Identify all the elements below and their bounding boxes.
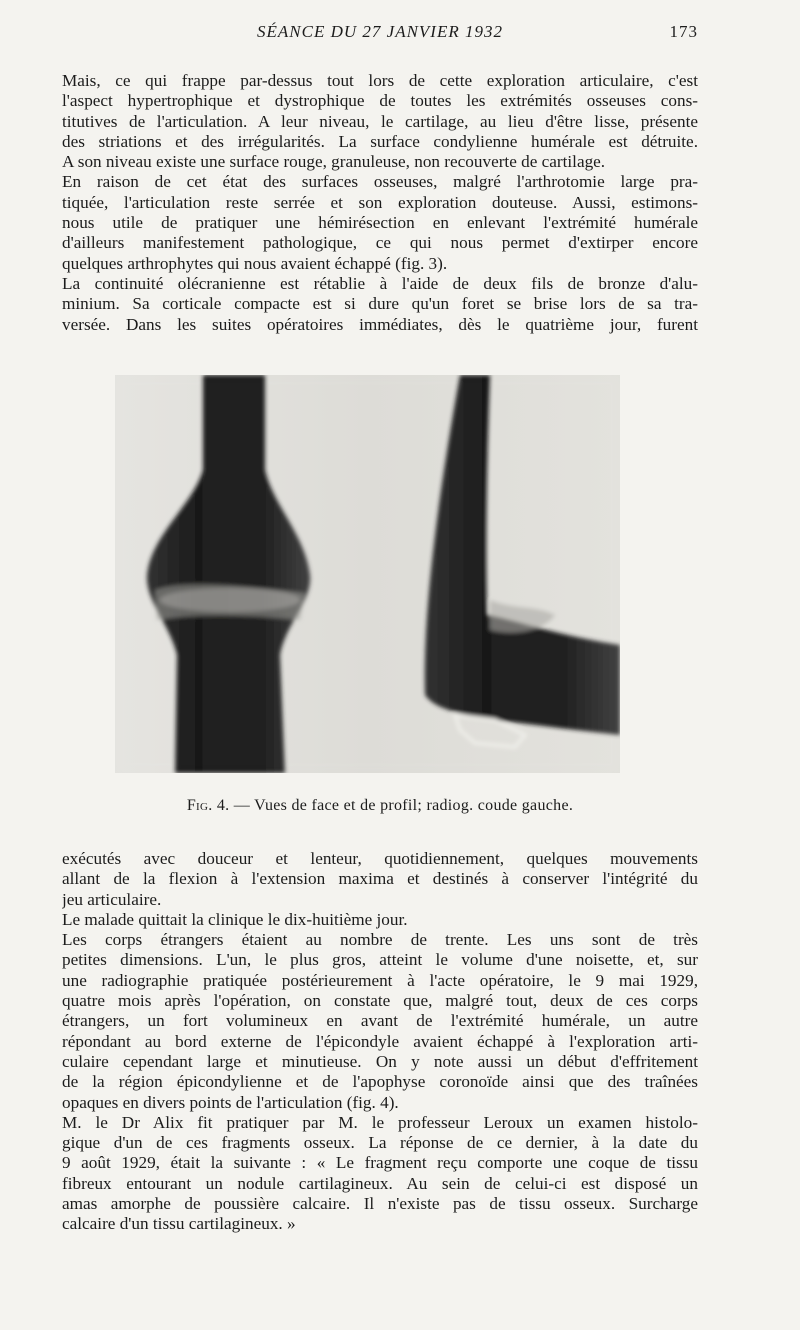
figure-caption-text: — Vues de face et de profil; radiog. coude gauche. <box>233 797 574 814</box>
text-line: fibreux entourant un nodule cartilagineux. Au sein de celui-ci est disposé un <box>62 1173 698 1193</box>
text-line: des striations et des irrégularités. La surface condylienne humérale est détruite. <box>62 131 698 151</box>
text-line: Les corps étrangers étaient au nombre de trente. Les uns sont de très <box>62 930 698 950</box>
text-line: de la région épicondylienne et de l'apophyse coronoïde ainsi que des traînées <box>62 1072 698 1092</box>
text-line: Mais, ce qui frappe par-dessus tout lors de cette exploration articulaire, c'est <box>62 71 698 90</box>
text-line: nous utile de pratiquer une hémirésection en enlevant l'extrémité humérale <box>62 213 698 233</box>
text-line: culaire cependant large et minutieuse. On y note aussi un début d'effritement <box>62 1051 698 1071</box>
text-line: En raison de cet état des surfaces osseuses, malgré l'arthrotomie large pra- <box>62 172 698 192</box>
text-line: minium. Sa corticale compacte est si dure qu'un foret se brise lors de sa tra- <box>62 294 698 314</box>
figure-caption <box>62 797 698 815</box>
text-line: répondant au bord externe de l'épicondyle avaient échappé à l'exploration arti- <box>62 1031 698 1051</box>
text-line: exécutés avec douceur et lenteur, quotidiennement, quelques mouvements <box>62 849 698 868</box>
page-number: 173 <box>669 22 698 41</box>
text-line: une radiographie pratiquée postérieurement à l'acte opératoire, le 9 mai 1929, <box>62 970 698 990</box>
header-title: SÉANCE DU 27 JANVIER 1932 <box>257 22 503 41</box>
text-line: 9 août 1929, était la suivante : « Le fragment reçu comporte une coque de tissu <box>62 1153 698 1173</box>
figure-label: Fig. 4. <box>186 797 230 814</box>
text-line: calcaire d'un tissu cartilagineux. » <box>62 1214 296 1234</box>
text-line: M. le Dr Alix fit pratiquer par M. le professeur Leroux un examen histolo- <box>62 1112 698 1132</box>
running-header <box>62 22 698 46</box>
text-line: petites dimensions. L'un, le plus gros, atteint le volume d'une noisette, et, sur <box>62 950 698 970</box>
text-line: opaques en divers points de l'articulation (fig. 4). <box>62 1092 399 1112</box>
text-line: Le malade quittait la clinique le dix-huitième jour. <box>62 909 408 929</box>
text-line: titutives de l'articulation. A leur niveau, le cartilage, au lieu d'être lisse, présente <box>62 111 698 131</box>
text-line: d'ailleurs manifestement pathologique, ce qui nous permet d'extirper encore <box>62 233 698 253</box>
body-text-top <box>62 71 698 335</box>
text-line: l'aspect hypertrophique et dystrophique de toutes les extrémités osseuses cons- <box>62 91 698 111</box>
radiograph-figure <box>115 375 620 773</box>
text-line: La continuité olécranienne est rétablie à l'aide de deux fils de bronze d'alu- <box>62 273 698 293</box>
text-line: amas amorphe de poussière calcaire. Il n'existe pas de tissu osseux. Surcharge <box>62 1194 698 1214</box>
text-line: étrangers, un fort volumineux en avant de l'extrémité humérale, un autre <box>62 1011 698 1031</box>
text-line: jeu articulaire. <box>62 889 162 909</box>
text-line: quelques arthrophytes qui nous avaient échappé (fig. 3). <box>62 253 448 273</box>
text-line: A son niveau existe une surface rouge, granuleuse, non recouverte de cartilage. <box>62 152 606 172</box>
text-line: gique d'un de ces fragments osseux. La réponse de ce dernier, à la date du <box>62 1133 698 1153</box>
text-line: tiquée, l'articulation reste serrée et son exploration douteuse. Aussi, estimons- <box>62 192 698 212</box>
text-line: allant de la flexion à l'extension maxima et destinés à conserver l'intégrité du <box>62 869 698 889</box>
text-line: quatre mois après l'opération, on constate que, malgré tout, deux de ces corps <box>62 991 698 1011</box>
text-line: versée. Dans les suites opératoires immédiates, dès le quatrième jour, furent <box>62 314 698 334</box>
body-text-bottom <box>62 849 698 1235</box>
radiograph-image <box>115 375 620 773</box>
